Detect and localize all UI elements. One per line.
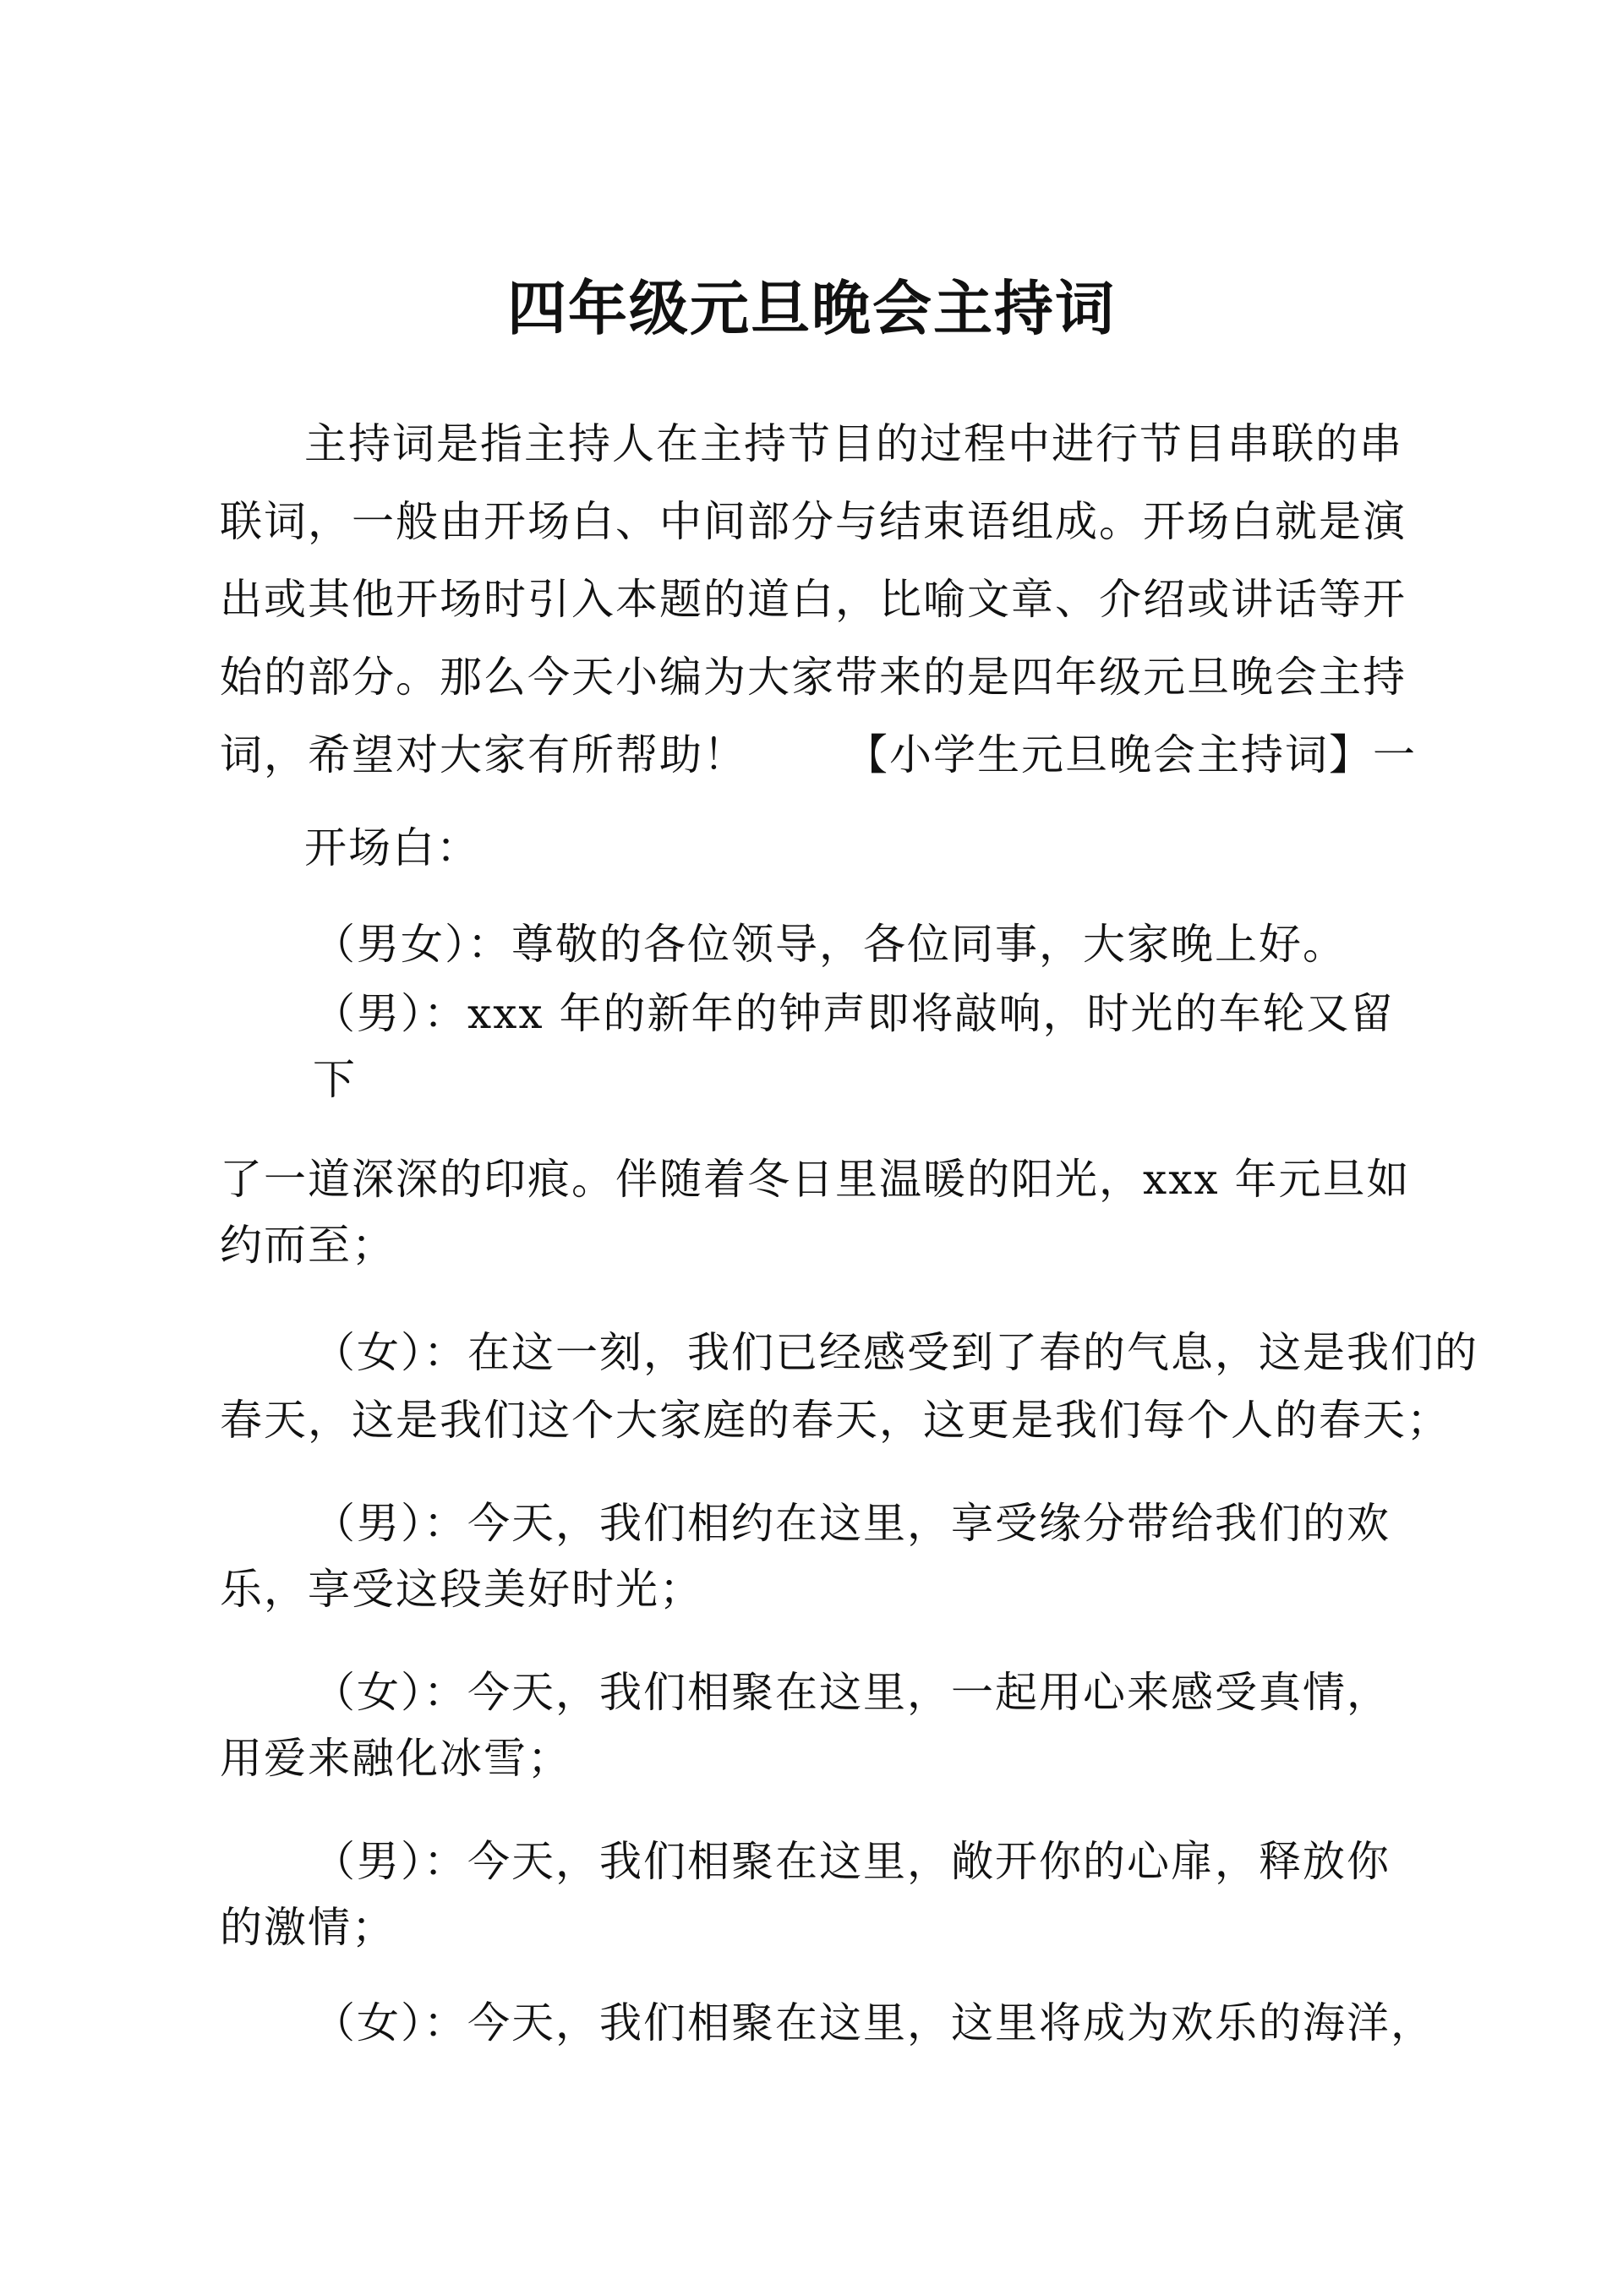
dialogue-line: （女）：今天，我们相聚在这里，这里将成为欢乐的海洋，	[313, 1998, 1434, 2047]
dialogue-line: 了一道深深的印痕。伴随着冬日里温暖的阳光，xxx 年元旦如	[220, 1155, 1411, 1204]
page-title: 四年级元旦晚会主持词	[507, 273, 1116, 343]
dialogue-line: （男女）：尊敬的各位领导，各位同事，大家晚上好。	[313, 920, 1347, 969]
intro-line-5-right: 【小学生元旦晚会主持词】一	[845, 730, 1417, 779]
intro-line-3: 出或其他开场时引入本题的道白，比喻文章、介绍或讲话等开	[220, 575, 1407, 624]
intro-line-5: 词，希望对大家有所帮助！	[220, 730, 747, 779]
dialogue-line: （女）：今天，我们相聚在这里，一起用心来感受真情，	[313, 1668, 1391, 1717]
dialogue-line: 乐，享受这段美好时光；	[220, 1565, 703, 1614]
dialogue-line: 用爱来融化冰雪；	[220, 1734, 571, 1783]
intro-line-4: 始的部分。那么今天小编为大家带来的是四年级元旦晚会主持	[220, 653, 1407, 702]
dialogue-line: （男）：xxx 年的新年的钟声即将敲响，时光的车轮又留	[313, 989, 1395, 1038]
dialogue-line: （男）：今天，我们相聚在这里，敞开你的心扉，释放你	[313, 1837, 1391, 1886]
dialogue-line: （女）：在这一刻，我们已经感受到了春的气息，这是我们的	[313, 1328, 1478, 1377]
dialogue-line: 的激情；	[220, 1903, 396, 1952]
dialogue-line: 下	[313, 1055, 357, 1104]
opening-label: 开场白：	[304, 823, 480, 872]
intro-line-2: 联词，一般由开场白、中间部分与结束语组成。开场白就是演	[220, 497, 1407, 546]
dialogue-line: 约而至；	[220, 1221, 396, 1270]
dialogue-line: （男）：今天，我们相约在这里，享受缘分带给我们的欢	[313, 1499, 1391, 1548]
dialogue-line: 春天，这是我们这个大家庭的春天，这更是我们每个人的春天；	[220, 1396, 1451, 1445]
intro-line-1: 主持词是指主持人在主持节目的过程中进行节目串联的串	[304, 419, 1403, 468]
